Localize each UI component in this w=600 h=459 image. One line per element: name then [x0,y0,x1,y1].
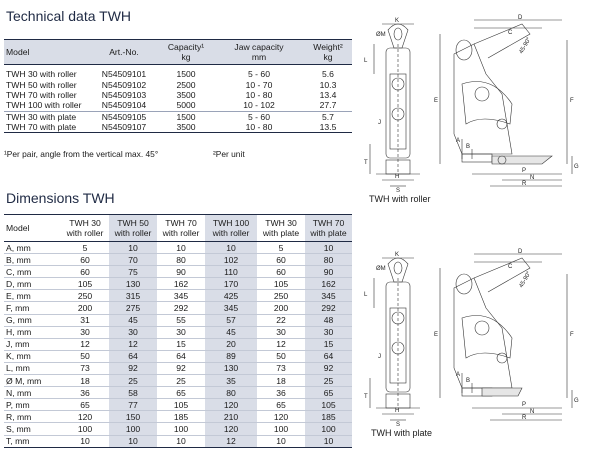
dims-row [4,254,352,266]
jaw-cell: 10 - 70 [245,79,273,90]
dims-row [4,242,352,254]
dims-value-cell: 275 [109,302,157,314]
dims-row [4,338,352,350]
dims-row [4,278,352,290]
dim-label-m: ØM [376,266,386,272]
dims-value-cell: 100 [109,423,157,435]
dims-value-cell: 60 [257,266,305,278]
tech-header-weight: Weight² kg [304,40,352,65]
angle-label: 45-90° [518,36,533,55]
dims-value-cell: 110 [205,266,257,278]
dims-value-cell: 50 [61,350,109,362]
dims-value-cell: 73 [257,362,305,374]
dims-value-cell: 64 [157,350,205,362]
roller-caption: TWH with roller [369,194,431,204]
dims-row [4,326,352,338]
dims-value-cell: 25 [305,375,352,387]
dims-value-cell: 12 [257,338,305,350]
dims-value-cell: 18 [257,375,305,387]
dim-label-h: H [395,408,400,414]
jaw-cell: 5 - 60 [214,111,304,122]
dims-label-cell: D, mm [4,278,61,290]
tech-header-artno: Art.-No. [90,40,158,65]
dims-value-cell: 10 [305,435,352,447]
dims-value-cell: 10 [157,435,205,447]
dims-value-cell: 10 [205,242,257,254]
dims-value-cell: 64 [109,350,157,362]
dim-label-r: R [522,415,527,421]
dims-value-cell: 5 [82,242,88,253]
weight-cell: 5.6 [322,69,334,80]
dims-label-cell: Ø M, mm [4,375,61,387]
dims-value-cell: 92 [109,362,157,374]
dims-value-cell: 162 [157,278,205,290]
jaw-cell: 5 - 60 [248,69,270,80]
dims-value-cell: 345 [205,302,257,314]
dims-value-cell: 22 [257,314,305,326]
twh-roller-drawing [362,14,592,192]
capacity-cell: 5000 [176,100,196,111]
dims-value-cell: 292 [157,302,205,314]
dims-value-cell: 120 [205,423,257,435]
dim-label-s: S [396,188,401,192]
dims-label-cell: H, mm [4,326,61,338]
dim-label-m: ØM [376,32,386,38]
dims-value-cell: 250 [61,290,109,302]
dims-value-cell: 100 [61,423,109,435]
weight-cell: 10.3 [319,79,337,90]
dims-value-cell: 80 [305,254,352,266]
jaw-cell: 10 - 102 [243,100,275,111]
dims-value-cell: 64 [305,350,352,362]
dim-label-c: C [508,264,513,270]
tech-header-row [4,40,352,65]
dims-value-cell: 10 [61,435,109,447]
dim-label-a: A [456,372,461,378]
dims-value-cell: 31 [61,314,109,326]
artno-cell: N54509102 [101,79,147,90]
dim-label-g: G [574,398,579,404]
tech-header-jaw: Jaw capacity mm [214,40,304,65]
weight-cell: 13.5 [304,122,352,133]
dim-label-k: K [395,252,400,258]
dims-label-cell: G, mm [4,314,61,326]
dim-label-k: K [395,18,400,24]
dims-value-cell: 77 [109,399,157,411]
dims-value-cell: 60 [61,254,109,266]
dims-value-cell: 45 [205,326,257,338]
model-cell: TWH 70 with plate [4,122,90,133]
model-cell: TWH 30 with roller [6,69,77,80]
dims-label-cell: A, mm [6,242,31,253]
capacity-cell: 2500 [176,79,196,90]
dims-value-cell: 150 [109,411,157,423]
artno-cell: N54509104 [101,100,147,111]
dims-value-cell: 58 [109,387,157,399]
dims-value-cell: 10 [109,435,157,447]
model-cell: TWH 50 with roller [6,79,77,90]
dims-row [4,375,352,387]
dim-label-s: S [396,422,401,426]
dim-label-t: T [364,394,368,400]
dim-label-d: D [518,15,523,21]
dims-value-cell: 25 [157,375,205,387]
dims-value-cell: 90 [157,266,205,278]
model-cell: TWH 30 with plate [4,111,90,122]
dims-value-cell: 12 [109,338,157,350]
dims-body [4,242,352,448]
dims-value-cell: 80 [205,387,257,399]
tech-row [4,111,352,122]
dims-value-cell: 315 [109,290,157,302]
weight-cell: 13.4 [319,89,337,100]
dims-value-cell: 120 [205,399,257,411]
dim-label-l: L [364,292,368,298]
dims-value-cell: 102 [205,254,257,266]
dims-label-cell: T, mm [4,435,61,447]
dims-value-cell: 57 [205,314,257,326]
dims-value-cell: 100 [257,423,305,435]
dims-value-cell: 12 [61,338,109,350]
tech-row [4,100,352,111]
tech-row [4,90,352,100]
capacity-cell: 3500 [176,89,196,100]
dims-value-cell: 200 [61,302,109,314]
dims-label-cell: J, mm [4,338,61,350]
dims-row [4,350,352,362]
dim-label-p: P [522,402,527,408]
dim-label-e: E [434,332,439,338]
dims-title: Dimensions TWH [6,190,115,206]
dims-value-cell: 120 [257,411,305,423]
plate-caption: TWH with plate [371,428,433,438]
footnote-weight: ²Per unit [213,149,245,159]
dim-label-n: N [530,175,535,181]
dims-value-cell: 185 [305,411,352,423]
dims-value-cell: 80 [157,254,205,266]
dim-label-j: J [378,120,381,126]
dim-label-g: G [574,164,579,170]
dims-value-cell: 345 [157,290,205,302]
tech-row [4,65,352,80]
artno-cell: N54509107 [90,122,158,133]
dims-value-cell: 30 [61,326,109,338]
dim-label-b: B [466,144,471,150]
dims-value-cell: 18 [61,375,109,387]
twh-plate-drawing [362,248,592,426]
dim-label-b: B [466,378,471,384]
dims-value-cell: 130 [109,278,157,290]
dims-value-cell: 73 [61,362,109,374]
dim-label-d: D [518,249,523,255]
dims-value-cell: 50 [257,350,305,362]
dims-row [4,423,352,435]
dim-label-l: L [364,58,368,64]
dims-value-cell: 48 [305,314,352,326]
dims-row [4,302,352,314]
dims-value-cell: 30 [157,326,205,338]
dims-value-cell: 60 [61,266,109,278]
dims-value-cell: 92 [157,362,205,374]
dims-value-cell: 292 [305,302,352,314]
tech-row [4,122,352,133]
dims-label-cell: R, mm [4,411,61,423]
dims-value-cell: 75 [109,266,157,278]
dim-label-r: R [522,181,527,187]
dims-value-cell: 250 [257,290,305,302]
dims-label-cell: N, mm [4,387,61,399]
dims-header-model: Model [4,215,61,242]
dim-label-t: T [364,160,368,166]
dims-value-cell: 425 [205,290,257,302]
capacity-cell: 1500 [176,69,196,80]
dims-value-cell: 105 [61,278,109,290]
artno-cell: N54509101 [101,69,147,80]
footnote-capacity: ¹Per pair, angle from the vertical max. 45° [4,149,159,159]
tech-header-capacity: Capacity¹ kg [158,40,214,65]
dim-label-c: C [508,30,513,36]
dims-value-cell: 30 [305,326,352,338]
dim-label-f: F [570,98,574,104]
dims-value-cell: 70 [109,254,157,266]
dims-value-cell: 345 [305,290,352,302]
dims-label-cell: E, mm [4,290,61,302]
dim-label-j: J [378,354,381,360]
dims-header-twh70-roller: TWH 70 with roller [157,215,205,242]
dims-value-cell: 90 [305,266,352,278]
dims-value-cell: 60 [257,254,305,266]
dims-value-cell: 45 [109,314,157,326]
dims-value-cell: 65 [257,399,305,411]
weight-cell: 5.7 [304,111,352,122]
tech-row [4,79,352,89]
dims-header-twh100-roller: TWH 100 with roller [205,215,257,242]
dims-row [4,362,352,374]
dims-value-cell: 210 [205,411,257,423]
dims-value-cell: 200 [257,302,305,314]
dim-label-a: A [456,138,461,144]
dims-label-cell: C, mm [4,266,61,278]
capacity-cell: 1500 [158,111,214,122]
dims-value-cell: 5 [278,242,284,253]
dims-value-cell: 20 [205,338,257,350]
dims-value-cell: 10 [176,242,186,253]
weight-cell: 27.7 [319,100,337,111]
dims-header-twh30-plate: TWH 30 with plate [257,215,305,242]
dims-row [4,399,352,411]
dims-value-cell: 105 [257,278,305,290]
dims-value-cell: 89 [205,350,257,362]
dims-row [4,435,352,447]
dims-label-cell: F, mm [4,302,61,314]
dims-label-cell: L, mm [4,362,61,374]
dim-label-h: H [395,174,400,180]
dims-value-cell: 30 [257,326,305,338]
artno-cell: N54509105 [90,111,158,122]
dims-row [4,314,352,326]
dims-value-cell: 65 [305,387,352,399]
dims-header-row [4,215,352,242]
dim-label-p: P [522,168,527,174]
dims-value-cell: 92 [305,362,352,374]
dims-value-cell: 10 [257,435,305,447]
dims-label-cell: K, mm [4,350,61,362]
jaw-cell: 10 - 80 [245,89,273,100]
dims-table [4,214,352,448]
dims-value-cell: 130 [205,362,257,374]
dims-value-cell: 10 [109,242,157,254]
dims-value-cell: 162 [305,278,352,290]
dim-label-n: N [530,409,535,415]
dims-value-cell: 35 [205,375,257,387]
model-cell: TWH 70 with roller [6,89,77,100]
dims-value-cell: 36 [61,387,109,399]
tech-header-model: Model [4,40,90,65]
dims-label-cell: B, mm [4,254,61,266]
dims-value-cell: 10 [305,242,352,254]
dims-row [4,290,352,302]
dims-value-cell: 100 [157,423,205,435]
dims-value-cell: 55 [157,314,205,326]
dims-value-cell: 105 [157,399,205,411]
dims-value-cell: 65 [61,399,109,411]
tech-title: Technical data TWH [6,8,132,24]
dims-header-twh50-roller: TWH 50 with roller [109,215,157,242]
dims-value-cell: 30 [109,326,157,338]
dims-value-cell: 185 [157,411,205,423]
dims-value-cell: 120 [61,411,109,423]
dims-label-cell: S, mm [4,423,61,435]
angle-label: 45-90° [518,270,533,289]
dims-value-cell: 36 [257,387,305,399]
dims-value-cell: 105 [305,399,352,411]
dims-value-cell: 100 [305,423,352,435]
dim-label-f: F [570,332,574,338]
tech-table [4,39,352,133]
dims-value-cell: 15 [305,338,352,350]
dims-header-twh30-roller: TWH 30 with roller [61,215,109,242]
dims-row [4,411,352,423]
dims-row [4,266,352,278]
jaw-cell: 10 - 80 [214,122,304,133]
dims-value-cell: 25 [109,375,157,387]
model-cell: TWH 100 with roller [6,100,82,111]
dims-value-cell: 65 [157,387,205,399]
dims-header-twh70-plate: TWH 70 with plate [305,215,352,242]
dims-value-cell: 12 [205,435,257,447]
capacity-cell: 3500 [158,122,214,133]
dims-value-cell: 170 [205,278,257,290]
dims-value-cell: 15 [157,338,205,350]
dim-label-e: E [434,98,439,104]
artno-cell: N54509103 [101,89,147,100]
dims-label-cell: P, mm [4,399,61,411]
dims-row [4,387,352,399]
